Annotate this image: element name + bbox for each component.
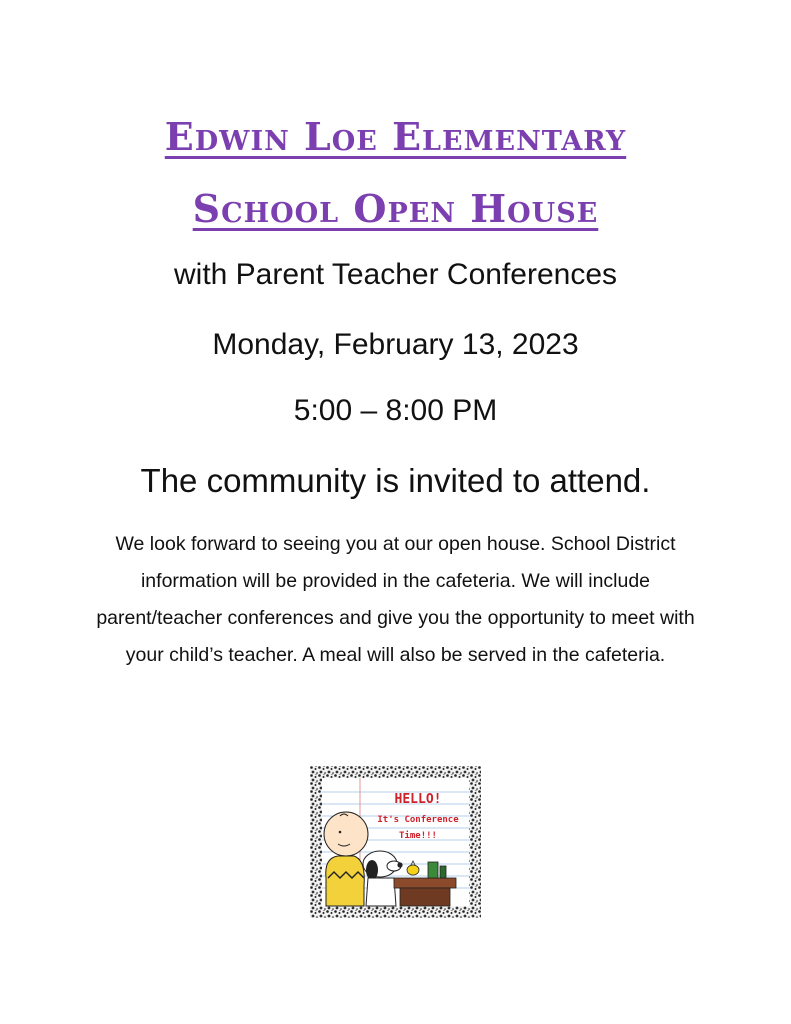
invite-line: The community is invited to attend. xyxy=(140,462,651,499)
event-time: 5:00 – 8:00 PM xyxy=(293,394,498,427)
event-date: Monday, February 13, 2023 xyxy=(212,328,579,361)
conference-illustration xyxy=(310,766,481,918)
hello-text: HELLO! xyxy=(394,792,442,807)
title-line-2: School Open House xyxy=(192,186,599,231)
title-line-1: Edwin Loe Elementary xyxy=(164,114,627,159)
body-paragraph: We look forward to seeing you at our open house. School District information will be provided in the cafeteria. We will include parent/teacher conferences and give you the opportunity to meet with your child’s teacher. A meal will also be served in the cafeteria. xyxy=(96,533,695,666)
time-text: Time!!! xyxy=(399,831,437,841)
conference-text: It's Conference xyxy=(377,815,459,825)
subtitle: with Parent Teacher Conferences xyxy=(173,258,618,291)
